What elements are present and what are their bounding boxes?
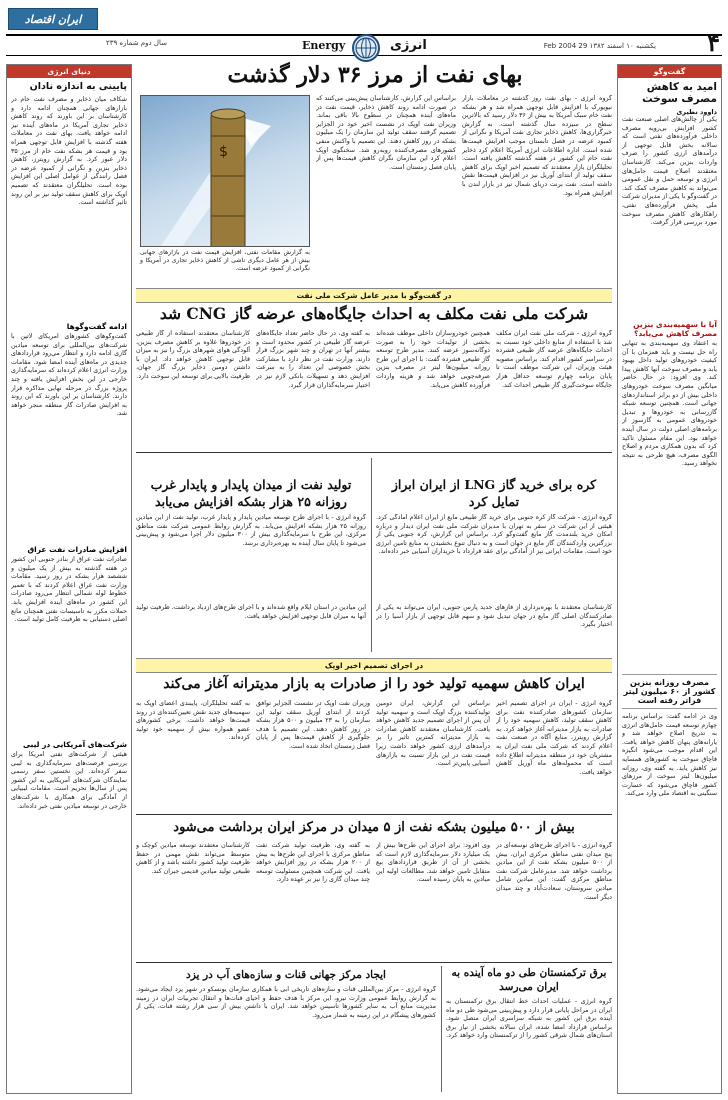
cng-kicker-band: در گفت‌وگو با مدیر عامل شرکت ملی نفت xyxy=(136,288,612,303)
divider xyxy=(371,458,372,652)
turkmen-power-headline: برق ترکمنستان طی دو ماه آینده به ایران می‌رسد xyxy=(451,967,607,993)
right-column-body-3: وی در ادامه گفت: براساس برنامه چهارم توسعه قیمت حامل‌های انرژی به تدریج اصلاح خواهد شد و یارانه‌های پنهان کاهش خواهد یافت. این اقدام موجب می‌شود انگیزه قاچاق سوخت به کشورهای همسایه نیز کاهش یابد. به گفته وی، روزانه میلیون‌ها لیتر سوخت از مرزهای کشور قاچاق می‌شود که خسارت سنگینی به اقتصاد ملی وارد می‌کند. xyxy=(622,713,717,798)
turkmen-power-body: گروه انرژی - عملیات احداث خط انتقال برق ترکمنستان به ایران در مراحل پایانی قرار دارد و پیش‌بینی می‌شود طی دو ماه آینده برق این کشور به شبکه سراسری ایران متصل شود. براساس قرارداد امضا شده، ایران سالانه بخشی از نیاز برق استان‌های شمال شرقی کشور را از ترکمنستان وارد خواهد کرد. xyxy=(446,998,612,1040)
cng-column-3: به گفته وی، در حال حاضر تعداد جایگاه‌های عرضه گاز طبیعی در کشور محدود است و بیشتر آنها در تهران و چند شهر بزرگ قرار دارند. وزارت نفت در نظر دارد با مشارکت بخش خصوصی این تعداد را به سرعت افزایش دهد و تسهیلات بانکی لازم نیز در اختیار سرمایه‌گذاران قرار گیرد. xyxy=(256,330,370,389)
left-column-heading: پایینی به اندازه نادان xyxy=(29,81,127,92)
cng-headline: شرکت ملی نفت مکلف به احداث جایگاه‌های عرضه گاز CNG شد xyxy=(159,304,589,323)
right-column-heading: امید به کاهش مصرف سوخت xyxy=(642,81,717,105)
qanat-headline: ایجاد مرکز جهانی قنات و سازه‌های آب در یزد xyxy=(186,969,386,981)
svg-text:$: $ xyxy=(219,144,228,160)
opec-column-3: وزیران نفت اوپک در نشست الجزایر توافق کردند از ابتدای آوریل سقف تولید این سازمان را به ۲۳ میلیون و ۵۰۰ هزار بشکه در روز کاهش دهند. این تصمیم با هدف جلوگیری از کاهش قیمت‌ها پس از پایان فصل زمستان اتخاذ شده است. xyxy=(256,700,370,750)
photo-caption: به گزارش مقامات نفتی، افزایش قیمت نفت در بازارهای جهانی بیش از هر عامل دیگری ناشی از کاهش ذخایر تجاری در آمریکا و نگرانی از کمبود عرضه است. xyxy=(140,249,310,272)
reserves-column-2: وی افزود: برای اجرای این طرح‌ها بیش از یک میلیارد دلار سرمایه‌گذاری لازم است که بخشی از آن از طریق قراردادهای بیع متقابل تامین خواهد شد. مطالعات اولیه این میادین به پایان رسیده است. xyxy=(376,842,490,884)
reserves-column-3: به گفته وی، ظرفیت تولید شرکت نفت مناطق مرکزی با اجرای این طرح‌ها به بیش از ۲۰۰ هزار بشکه در روز افزایش خواهد یافت. این شرکت همچنین مسئولیت توسعه چند میدان گازی را نیز بر عهده دارد. xyxy=(256,842,370,884)
right-column-tag: گفت‌وگو xyxy=(618,65,721,78)
opec-column-1: گروه انرژی - ایران در اجرای تصمیم اخیر سازمان کشورهای صادرکننده نفت برای کاهش سقف تولید، کاهش سهمیه خود را از صادرات به بازار مدیترانه آغاز خواهد کرد. به گزارش رویترز، منابع آگاه در صنعت نفت اعلام کردند که شرکت ملی نفت ایران به مشتریان خود در منطقه مدیترانه اطلاع داده است که محموله‌های ماه آوریل کاهش خواهد یافت. xyxy=(496,700,612,776)
lng-body-2: کارشناسان معتقدند با بهره‌برداری از فازهای جدید پارس جنوبی، ایران می‌تواند به یکی از صادرکنندگان اصلی گاز مایع در جهان تبدیل شود و سهم قابل توجهی از بازار آسیا را در اختیار بگیرد. xyxy=(376,604,612,629)
left-subhead-2: افزایش صادرات نفت عراق xyxy=(27,545,127,554)
opec-kicker-band: در اجرای تصمیم اخیر اوپک xyxy=(136,658,612,673)
opec-headline: ایران کاهش سهمیه تولید خود را از صادرات به بازار مدیترانه آغاز می‌کند xyxy=(163,676,585,692)
divider xyxy=(441,966,442,1092)
right-column-pullquote: مصرف روزانه بنزین کشور از ۶۰ میلیون لیتر فراتر رفته است xyxy=(622,674,717,709)
opec-column-4: به گفته تحلیلگران، پایبندی اعضای اوپک به سهمیه‌های جدید نقش تعیین‌کننده‌ای در روند قیمت‌ها خواهد داشت. برخی کشورهای عضو همواره بیش از سهمیه خود تولید کرده‌اند. xyxy=(136,700,250,742)
globe-icon xyxy=(352,34,380,62)
date-line: یکشنبه ۱۰ اسفند ۱۳۸۲ 29 Feb 2004 xyxy=(543,42,656,50)
left-news-column xyxy=(6,64,132,1094)
cng-column-2: همچنین خودروسازان داخلی موظف شده‌اند بخشی از تولیدات خود را به صورت دوگانه‌سوز عرضه کنند. مدیر طرح توسعه گاز طبیعی فشرده گفت: با اجرای این طرح روزانه میلیون‌ها لیتر در مصرف بنزین صرفه‌جویی خواهد شد و هزینه واردات فرآورده کاهش می‌یابد. xyxy=(376,330,490,389)
divider xyxy=(136,814,612,815)
divider xyxy=(136,452,612,453)
left-column-body-3: صادرات نفت عراق از بنادر جنوبی این کشور در هفته گذشته به بیش از یک میلیون و ششصد هزار بشکه در روز رسید. مقامات وزارت نفت عراق اعلام کردند که با تعمیر خطوط لوله شمالی انتظار می‌رود صادرات این کشور در ماه‌های آینده افزایش یابد. حملات مکرر به تاسیسات نفتی همچنان مانع اصلی دستیابی به ظرفیت کامل تولید است. xyxy=(11,556,127,624)
right-column-body: یکی از چالش‌های اصلی صنعت نفت کشور افزایش بی‌رویه مصرف داخلی فرآورده‌های نفتی است که سالانه بخش قابل توجهی از درآمدهای ارزی کشور را صرف واردات بنزین می‌کند. کارشناسان معتقدند اصلاح قیمت حامل‌های انرژی و توسعه حمل و نقل عمومی می‌تواند به کاهش مصرف کمک کند. در گفت‌وگو با یکی از مدیران شرکت ملی پخش فرآورده‌های نفتی، راهکارهای کاهش مصرف سوخت مورد بررسی قرار گرفت. xyxy=(622,116,717,227)
masthead xyxy=(6,6,722,58)
lng-body: گروه انرژی - شرکت گاز کره جنوبی برای خرید گاز طبیعی مایع از ایران اعلام آمادگی کرد. هیئتی از این شرکت در سفر به تهران با مدیران شرکت ملی نفت ایران دیدار و درباره امکان خرید بلندمدت گاز مایع گفت‌وگو کرد. براساس این گزارش، کره جنوبی یکی از بزرگترین واردکنندگان گاز مایع در جهان است و به دنبال تنوع بخشیدن به منابع تامین انرژی خود است. مقامات ایرانی نیز از آمادگی برای عقد قرارداد با خریداران آسیایی خبر داده‌اند. xyxy=(376,514,612,556)
lead-headline: بهای نفت از مرز ۳۶ دلار گذشت xyxy=(227,62,523,88)
qanat-body: گروه انرژی - مرکز بین‌المللی قنات و سازه‌های تاریخی آبی با همکاری سازمان یونسکو در شهر یزد ایجاد می‌شود. به گزارش روابط عمومی وزارت نیرو، این مرکز با هدف حفظ و احیای قنات‌ها و انتقال تجربیات ایران در زمینه مدیریت منابع آب به سایر کشورها تاسیس خواهد شد. ایران با داشتن بیش از سی هزار رشته قنات، یکی از کشورهای پیشگام در این زمینه به شمار می‌رود. xyxy=(136,986,436,1019)
oil-price-photo xyxy=(140,95,310,247)
right-column-byline: داوود نظیری xyxy=(676,108,717,116)
left-column-body-4: هیئتی از شرکت‌های نفتی آمریکا برای بررسی فرصت‌های سرمایه‌گذاری به لیبی سفر کرده‌اند. این نخستین سفر رسمی نمایندگان شرکت‌های آمریکایی به این کشور پس از سال‌ها تحریم است. مقامات لیبیایی از آمادگی برای همکاری با شرکت‌های خارجی در توسعه میادین نفتی خبر داده‌اند. xyxy=(11,751,127,810)
left-subhead-3: شرکت‌های آمریکایی در لیبی xyxy=(22,740,127,749)
reserves-column-4: کارشناسان معتقدند توسعه میادین کوچک و متوسط می‌تواند نقش مهمی در حفظ ظرفیت تولید کشور داشته باشد و از کاهش طبیعی تولید میادین قدیمی جبران کند. xyxy=(136,842,250,875)
page-number: ۴ xyxy=(707,28,720,57)
lead-column-a: گروه انرژی - بهای نفت روز گذشته در معاملات بازار نیویورک با افزایش قابل توجهی همراه شد و هر بشکه نفت خام سبک آمریکا به بیش از ۳۶ دلار رسید که بالاترین سطح در سیزده سال گذشته است. به گزارش خبرگزاری‌ها، کاهش ذخایر تجاری نفت آمریکا و نگرانی از کمبود عرضه در فصل تابستان موجب افزایش قیمت‌ها شده است. اداره اطلاعات انرژی آمریکا اعلام کرد ذخایر نفت خام این کشور در هفته گذشته کاهش یافته است. تحلیلگران بازار معتقدند که تصمیم اخیر اوپک برای کاهش سقف تولید از ابتدای آوریل نیز در افزایش قیمت‌ها نقش داشته است. نفت برنت دریای شمال نیز در بازار لندن با افزایش همراه بود. xyxy=(462,95,612,197)
english-section-title: Energy xyxy=(302,39,346,52)
lng-headline: کره برای خرید گاز LNG از ایران ابراز تمایل کرد xyxy=(391,477,597,509)
reserves-column-1: گروه انرژی - با اجرای طرح‌های توسعه‌ای در پنج میدان نفتی مناطق مرکزی ایران، بیش از ۵۰۰ میلیون بشکه نفت از این میادین برداشت خواهد شد. مدیرعامل شرکت نفت مناطق مرکزی گفت: این میادین شامل میادین سروستان، سعادت‌آباد و چند میدان دیگر است. xyxy=(496,842,612,901)
newspaper-logo: ایران اقتصاد xyxy=(8,8,98,30)
issue-line: سال دوم شماره ۲۳۹ xyxy=(106,39,167,47)
right-column-question: آیا با سهمیه‌بندی بنزین مصرف کاهش می‌یابد؟ xyxy=(633,320,717,338)
cng-column-1: گروه انرژی - شرکت ملی نفت ایران مکلف شد با استفاده از منابع داخلی خود نسبت به احداث جایگاه‌های عرضه گاز طبیعی فشرده در سراسر کشور اقدام کند. براساس مصوبه هیئت وزیران، این شرکت موظف است تا پایان برنامه چهارم توسعه حداقل هزار جایگاه سوخت‌گیری گاز طبیعی احداث کند. xyxy=(496,330,612,389)
oil-rise-body: گروه انرژی - با اجرای طرح توسعه میادین پایدار و پایدار غرب، تولید نفت از این میادین روزانه ۲۵ هزار بشکه افزایش می‌یابد. به گزارش روابط عمومی شرکت نفت مناطق مرکزی، این طرح با سرمایه‌گذاری بیش از ۳۰۰ میلیون دلار اجرا می‌شود و پیش‌بینی می‌شود تا پایان سال آینده به بهره‌برداری برسد. xyxy=(136,514,366,547)
opec-column-2: براساس این گزارش، ایران دومین تولیدکننده بزرگ اوپک است و سهمیه تولید آن پس از اجرای تصمیم جدید کاهش خواهد یافت. کارشناسان معتقدند کاهش صادرات به بازار مدیترانه کمترین تاثیر را بر درآمدهای ارزی کشور خواهد داشت زیرا قیمت نفت در این بازار نسبت به بازارهای آسیایی پایین‌تر است. xyxy=(376,700,490,768)
left-column-tag: دنیای انرژی xyxy=(7,65,131,78)
lead-column-b: براساس این گزارش، کارشناسان پیش‌بینی می‌کنند که در صورت ادامه روند کاهش ذخایر، قیمت نفت در ماه‌های آینده همچنان در سطوح بالا باقی بماند. وزیران نفت اوپک در نشست اخیر خود در الجزایر تصمیم گرفتند سقف تولید این سازمان را یک میلیون بشکه در روز کاهش دهند. این تصمیم با واکنش منفی کشورهای مصرف‌کننده روبه‌رو شد. سخنگوی اوپک اعلام کرد این سازمان نگران کاهش قیمت‌ها پس از پایان فصل زمستان است. xyxy=(316,95,456,171)
cng-column-4: کارشناسان معتقدند استفاده از گاز طبیعی در خودروها علاوه بر کاهش مصرف بنزین، آلودگی هوای شهرهای بزرگ را نیز به میزان قابل توجهی کاهش خواهد داد. ایران با داشتن دومین ذخایر بزرگ گاز جهان، ظرفیت بالایی برای توسعه این سوخت دارد. xyxy=(136,330,250,380)
persian-section-title: انرژی xyxy=(390,38,427,53)
right-column-body-2: به اعتقاد وی سهمیه‌بندی به تنهایی راه حل نیست و باید همزمان با آن کیفیت خودروهای تولید داخل بهبود یابد و مصرف سوخت آنها کاهش پیدا کند. وی افزود: در حال حاضر میانگین مصرف سوخت خودروهای داخلی بیش از دو برابر استانداردهای جهانی است. همچنین توسعه شبکه گازرسانی به خودروها و تبدیل خودروهای عمومی به گازسوز از برنامه‌های اصلی دولت در سال آینده خواهد بود. این مقام مسئول تاکید کرد که بدون همکاری مردم و اصلاح الگوی مصرف، هیچ طرحی به نتیجه نخواهد رسید. xyxy=(622,340,717,468)
divider xyxy=(136,962,612,963)
reserves-headline: بیش از ۵۰۰ میلیون بشکه نفت از ۵ میدان در مرکز ایران برداشت می‌شود xyxy=(173,820,575,835)
oil-rise-body-2: این میادین در استان ایلام واقع شده‌اند و با اجرای طرح‌های ازدیاد برداشت، ظرفیت تولید آنها به میزان قابل توجهی افزایش خواهد یافت. xyxy=(136,604,366,620)
right-interview-column xyxy=(617,64,722,1094)
left-subhead-1: ادامه گفت‌وگوها xyxy=(66,322,127,331)
left-column-body-2: گفت‌وگوهای کشورهای آمریکای لاتین با شرکت‌های بین‌المللی برای توسعه میادین گازی ادامه دارد و انتظار می‌رود قراردادهای جدیدی در ماه‌های آینده امضا شود. مقامات وزارت انرژی اعلام کرده‌اند که سرمایه‌گذاری خارجی در این بخش افزایش یافته و چند پروژه بزرگ در مرحله نهایی مذاکره قرار دارند. کارشناسان بر این باورند که این روند به افزایش صادرات گاز منطقه منجر خواهد شد. xyxy=(11,333,127,418)
oil-rise-headline: تولید نفت از میدان پایدار و پایدار غرب روزانه ۲۵ هزار بشکه افزایش می‌یابد xyxy=(150,477,352,509)
left-column-body: شکاف میان ذخایر و مصرف نفت خام در بازارهای جهانی همچنان ادامه دارد و کارشناسان بر این باورند که روند کاهش ذخایر تجاری آمریکا در ماه‌های آینده نیز ادامه خواهد یافت. بهای نفت در معاملات هفته گذشته با افزایش قابل توجهی همراه بود و قیمت هر بشکه نفت خام از مرز ۳۵ دلار عبور کرد. به گزارش رویترز، کاهش ذخایر بنزین و نگرانی از کمبود عرضه در فصل رانندگی از عوامل اصلی این افزایش بوده است. تحلیلگران معتقدند که تصمیم اوپک برای کاهش سقف تولید نیز بر این روند تاثیر گذاشته است. xyxy=(11,96,127,207)
